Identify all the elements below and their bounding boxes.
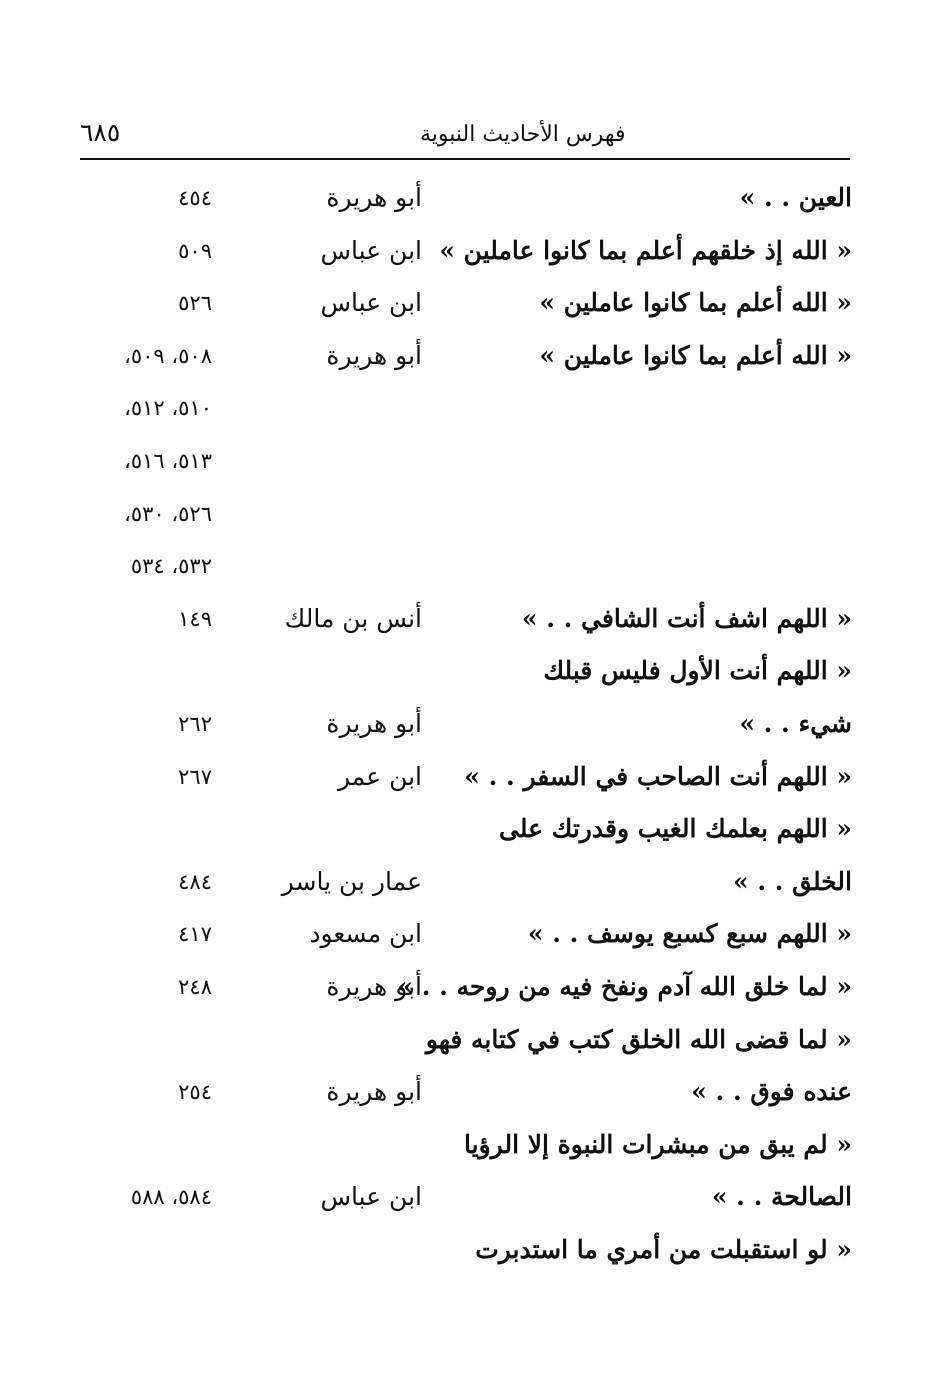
page-references: ٥١٠، ٥١٢، [124, 396, 212, 421]
narrator-name: أبو هريرة [326, 971, 422, 1001]
hadith-text: « اللهم اشف أنت الشافي . . » [521, 603, 852, 633]
index-row [80, 645, 852, 698]
narrator-name: ابن عباس [320, 235, 422, 265]
hadith-text: « الله أعلم بما كانوا عاملين » [539, 340, 852, 370]
index-row [80, 1171, 852, 1224]
narrator-name: ابن عمر [337, 761, 422, 791]
page-references: ١٤٩ [178, 606, 212, 631]
index-row [80, 225, 852, 278]
index-row [80, 1014, 852, 1067]
hadith-text: الخلق . . » [733, 866, 852, 896]
hadith-text: « لو استقبلت من أمري ما استدبرت [475, 1234, 852, 1264]
page-references: ٥٢٦ [178, 291, 212, 316]
hadith-text: العين . . » [739, 183, 852, 212]
hadith-text: « اللهم أنت الأول فليس قبلك [543, 656, 852, 686]
page-references: ٥١٣، ٥١٦، [124, 448, 212, 473]
index-row [80, 751, 852, 804]
narrator-name: ابن عباس [320, 1182, 422, 1212]
hadith-text: عنده فوق . . » [691, 1077, 852, 1107]
index-row [80, 1066, 852, 1119]
narrator-name: عمار بن ياسر [281, 866, 422, 896]
narrator-name: أبو هريرة [326, 183, 422, 212]
page-references: ٢٥٤ [178, 1080, 212, 1105]
index-row [80, 698, 852, 751]
narrator-name: أبو هريرة [326, 340, 422, 370]
index-row [80, 961, 852, 1014]
narrator-name: أنس بن مالك [284, 603, 422, 633]
page-references: ٤١٧ [178, 922, 212, 947]
page-references: ٥٢٦، ٥٣٠، [124, 501, 212, 526]
page-references: ٥٠٨، ٥٠٩، [124, 343, 212, 368]
page-references: ٥٣٢، ٥٣٤ [130, 554, 212, 579]
page-number: ٦٨٥ [80, 118, 121, 147]
hadith-text: الصالحة . . » [711, 1182, 852, 1212]
page-references: ٥٠٩ [178, 238, 212, 263]
index-row [80, 540, 852, 593]
narrator-name: ابن مسعود [309, 919, 422, 949]
page-references: ٥٨٤، ٥٨٨ [130, 1185, 212, 1210]
hadith-index-list [80, 172, 852, 1276]
page-references: ٢٦٧ [178, 764, 212, 789]
narrator-name: أبو هريرة [326, 708, 422, 738]
hadith-text: « لما قضى الله الخلق كتب في كتابه فهو [425, 1024, 852, 1054]
page-references: ٢٦٢ [178, 711, 212, 736]
hadith-text: « لما خلق الله آدم ونفخ فيه من روحه . . » [397, 971, 852, 1001]
page-references: ٢٤٨ [178, 974, 212, 999]
index-row [80, 856, 852, 909]
hadith-text: « اللهم سبع كسبع يوسف . . » [527, 919, 852, 949]
hadith-text: « الله أعلم بما كانوا عاملين » [539, 288, 852, 318]
index-row [80, 382, 852, 435]
index-row [80, 1224, 852, 1277]
page-references: ٤٥٤ [178, 186, 212, 210]
hadith-text: « اللهم أنت الصاحب في السفر . . » [464, 761, 852, 791]
index-row [80, 172, 852, 225]
narrator-name: أبو هريرة [326, 1077, 422, 1107]
index-row [80, 593, 852, 646]
index-row [80, 488, 852, 541]
hadith-text: شيء . . » [739, 708, 852, 738]
running-title: فهرس الأحاديث النبوية [420, 122, 626, 147]
index-row [80, 908, 852, 961]
index-row [80, 1119, 852, 1172]
index-row [80, 803, 852, 856]
index-row [80, 277, 852, 330]
hadith-text: « اللهم بعلمك الغيب وقدرتك على [499, 814, 852, 844]
narrator-name: ابن عباس [320, 288, 422, 318]
index-row [80, 435, 852, 488]
hadith-text: « الله إذ خلقهم أعلم بما كانوا عاملين » [439, 235, 852, 265]
page-references: ٤٨٤ [178, 869, 212, 894]
page-header [80, 112, 850, 160]
index-row [80, 330, 852, 383]
hadith-text: « لم يبق من مبشرات النبوة إلا الرؤيا [464, 1129, 852, 1159]
